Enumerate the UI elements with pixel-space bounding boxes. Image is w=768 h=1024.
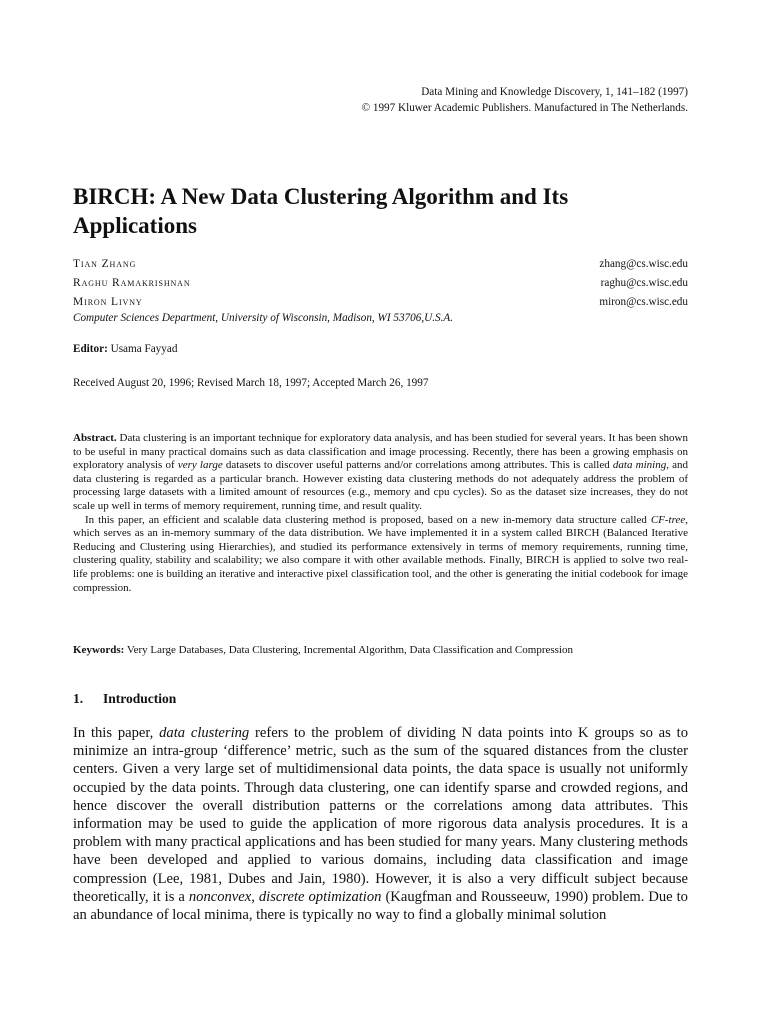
intro-text: In this paper, [73,725,160,741]
author-email: raghu@cs.wisc.edu [600,277,688,289]
keywords-label: Keywords: [73,644,125,656]
paper-page [73,0,688,1024]
abstract [73,432,688,595]
section-title: Introduction [103,691,177,706]
intro-emphasis: nonconvex, discrete optimization [188,888,382,905]
author-name: Tian Zhang [73,258,137,270]
author-row [73,277,688,295]
keywords [73,643,688,657]
abstract-label: Abstract. [73,432,117,444]
editor-line [73,343,177,355]
submission-dates: Received August 20, 1996; Revised March 18, 1997; Accepted March 26, 1997 [73,377,429,389]
paper-title: BIRCH: A New Data Clustering Algorithm and Its Applications [73,184,569,238]
abstract-emphasis: data mining [612,459,667,472]
author-name: Miron Livny [73,296,143,308]
abstract-emphasis: CF-tree [650,513,686,526]
abstract-text: datasets to discover useful patterns and/or correlations among attributes. This is called [222,459,613,472]
intro-paragraph [73,724,688,924]
author-name: Raghu Ramakrishnan [73,277,191,289]
abstract-paragraph [73,432,688,514]
intro-text: refers to the problem of dividing N data points into K groups so as to minimize an intra-group ‘difference’ metric, such as the sum of the squared distances from the cluster centers. Given a very large set of multidimensional data points, the data space is usually not uniformly occupied by the data points. Through data clustering, one can identify sparse and crowded regions, and hence discover the overall distribution patterns or the correlations among data attributes. This information may be used to guide the application of more rigorous data analysis procedures. It is a problem with many practical applications and has been studied for many years. Many clustering methods have been developed and applied to various domains, including data classification and image compression (Lee, 1981, Dubes and Jain, 1980). However, it is also a very difficult subject because theoretically, it is a [73,725,688,905]
abstract-text: , and data clustering is regarded as a particular branch. However existing data clustering methods do not adequately address the problem of processing large datasets with a limited amount of resources (e.g., memory and cpu cycles). So as the dataset size increases, they do not scale up well in terms of memory requirement, running time, and result quality. [73,459,689,512]
abstract-text: Data clustering is an important technique for exploratory data analysis, and has been studied for several years. It has been shown to be useful in many practical domains such as data classification and image processing. Recently, there has been a growing emphasis on exploratory analysis of [73,432,688,472]
editor-name: Usama Fayyad [110,343,178,355]
section-heading [73,691,176,707]
affiliation: Computer Sciences Department, University of Wisconsin, Madison, WI 53706,U.S.A. [73,312,454,324]
abstract-text: In this paper, an efficient and scalable data clustering method is proposed, based on a new in-memory data structure called [85,513,651,526]
abstract-emphasis: very large [177,459,223,472]
abstract-paragraph [73,514,688,596]
author-email: miron@cs.wisc.edu [599,296,688,308]
intro-text: (Kaugfman and Rousseeuw, 1990) problem. Due to an abundance of local minima, there is typically no way to find a globally minimal solution [73,888,688,924]
keywords-text: Very Large Databases, Data Clustering, Incremental Algorithm, Data Classification and Compression [126,644,573,656]
intro-emphasis: data clustering [159,725,250,741]
journal-header [362,84,688,116]
editor-label: Editor: [73,343,108,355]
section-number: 1. [73,691,84,706]
author-row [73,258,688,276]
author-email: zhang@cs.wisc.edu [599,258,688,270]
journal-copyright: © 1997 Kluwer Academic Publishers. Manufactured in The Netherlands. [361,102,688,114]
abstract-text: , which serves as an in-memory summary of the data distribution. We have implemented it in a system called BIRCH (Balanced Iterative Reducing and Clustering using Hierarchies), and studied its performance extensively in terms of memory requirements, running time, clustering quality, stability and scalability; we also compare it with other available methods. Finally, BIRCH is applied to solve two real-life problems: one is building an iterative and interactive pixel classification tool, and the other is generating the initial codebook for image compression. [73,513,688,594]
journal-citation: Data Mining and Knowledge Discovery, 1, 141–182 (1997) [421,86,688,98]
